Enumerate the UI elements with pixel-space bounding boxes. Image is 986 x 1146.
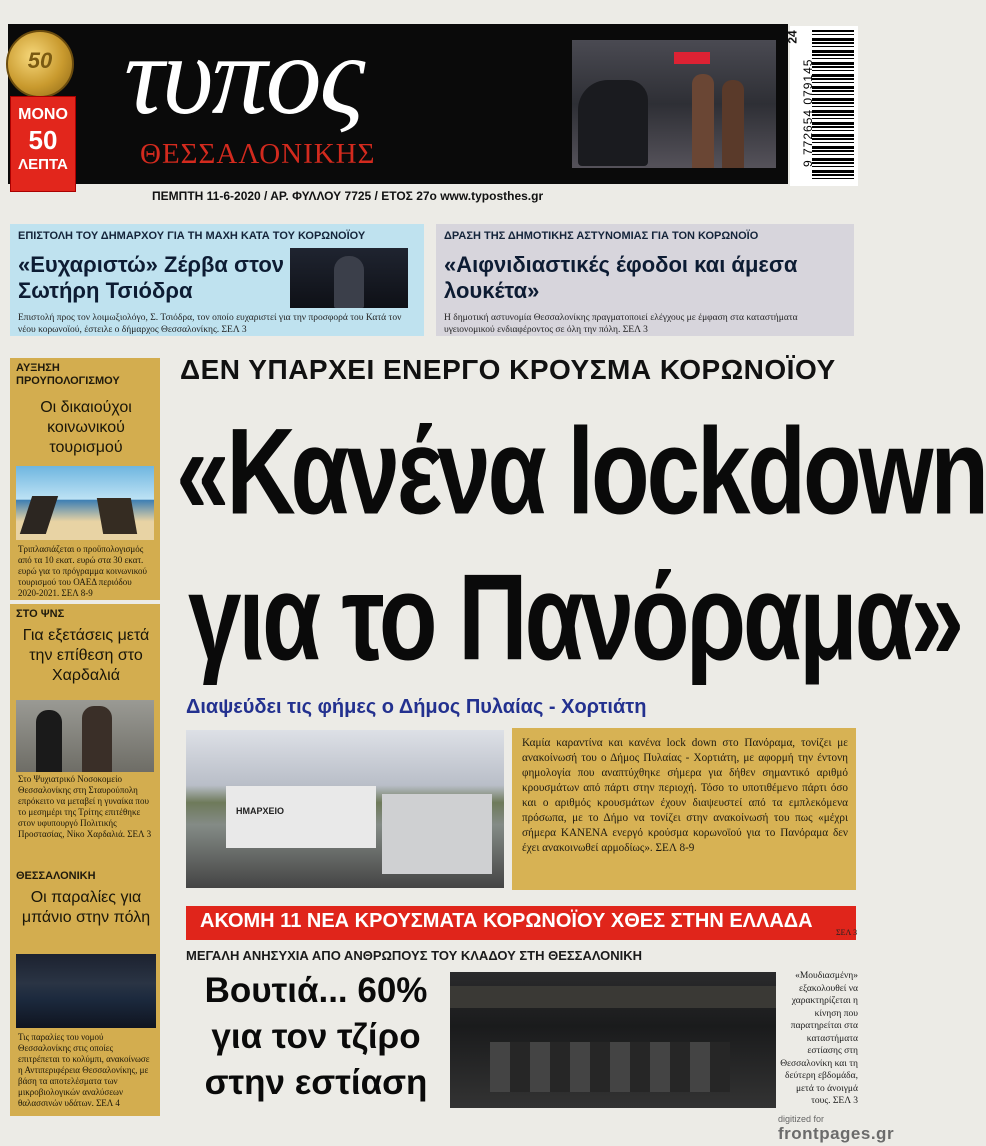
date-line: ΠΕΜΠΤΗ 11-6-2020 / ΑΡ. ΦΥΛΛΟΥ 7725 / ΕΤΟΣ 27ο www.typosthes.gr xyxy=(152,189,544,203)
barcode-bars-icon xyxy=(812,30,854,180)
price-badge xyxy=(10,96,76,192)
coin-icon xyxy=(6,30,74,98)
barcode xyxy=(785,26,858,186)
zervas-photo xyxy=(290,248,408,308)
main-kicker: ΔΕΝ ΥΠΑΡΧΕΙ ΕΝΕΡΓΟ ΚΡΟΥΣΜΑ ΚΟΡΩΝΟΪΟΥ xyxy=(180,354,836,385)
teaser-text: Η δημοτική αστυνομία Θεσσαλονίκης πραγματοποιεί ελέγχους με έμφαση στα καταστήματα υγειονομικού ενδιαφέροντος σε όλη την πόλη. ΣΕΛ 3 xyxy=(444,313,798,335)
barcode-number: 9 772654 079145 xyxy=(801,58,815,167)
price-line-3: ΛΕΠΤΑ xyxy=(18,156,68,173)
red-banner-ref: ΣΕΛ 3 xyxy=(836,928,858,937)
watermark-line-2[interactable]: frontpages.gr xyxy=(778,1124,895,1143)
restaurant-photo xyxy=(450,972,776,1108)
beach-photo xyxy=(16,466,154,540)
hospital-photo xyxy=(16,700,154,772)
bottom-text: «Μουδιασμένη» εξακολουθεί να χαρακτηρίζεται η κίνηση που παρατηρείται στα καταστήματα εστίασης στη Θεσσαλονίκη και τη δεύτερη εβδομάδα, μετά το άνοιγμά τους. ΣΕΛ 3 xyxy=(780,971,858,1106)
teaser-headline[interactable]: «Αιφνιδιαστικές έφοδοι και άμεσα λουκέτα» xyxy=(444,252,798,303)
bottom-headline[interactable]: Βουτιά... 60% για τον τζίρο στην εστίαση xyxy=(204,971,428,1102)
masthead-photo xyxy=(572,40,776,168)
side-kicker: ΘΕΣΣΑΛΟΝΙΚΗ xyxy=(16,870,96,882)
price-line-2: 50 xyxy=(28,125,58,155)
main-subhead: Διαψεύδει τις φήμες ο Δήμος Πυλαίας - Χορτιάτη xyxy=(186,696,647,718)
coin-value: 50 xyxy=(27,48,53,73)
bottom-kicker: ΜΕΓΑΛΗ ΑΝΗΣΥΧΙΑ ΑΠΟ ΑΝΘΡΩΠΟΥΣ ΤΟΥ ΚΛΑΔΟΥ ΣΤΗ ΘΕΣΣΑΛΟΝΙΚΗ xyxy=(186,948,643,963)
main-body-box xyxy=(512,728,856,890)
side-kicker: ΣΤΟ ΨΝΣ xyxy=(16,608,65,620)
side-headline[interactable]: Οι δικαιούχοι κοινωνικού τουρισμού xyxy=(40,399,132,456)
panorama-photo xyxy=(186,730,504,888)
teaser-headline[interactable]: «Ευχαριστώ» Ζέρβα στον Σωτήρη Τσιόδρα xyxy=(18,252,284,303)
side-kicker: ΑΥΞΗΣΗ ΠΡΟΥΠΟΛΟΓΙΣΜΟΥ xyxy=(16,362,120,387)
newspaper-logo[interactable]: τυπος xyxy=(124,14,364,138)
main-headline-line-2[interactable]: για το Πανόραμα» xyxy=(188,549,962,687)
watermark-line-1: digitized for xyxy=(778,1114,825,1124)
side-text: Στο Ψυχιατρικό Νοσοκομείο Θεσσαλονίκης στη Σταυρούπολη επρόκειτο να μεταβεί η γυναίκα που το μεσημέρι της Τρίτης επιτέθηκε στον υφυπουργό Πολιτικής Προστασίας, Νίκο Χαρδαλιά. ΣΕΛ 3 xyxy=(18,774,152,839)
teaser-text: Επιστολή προς τον λοιμωξιολόγο, Σ. Τσιόδρα, τον οποίο ευχαριστεί για την προσφορά του Κατά τον νέου κορωνοϊού, έστειλε ο δήμαρχος Θεσσαλονίκης. ΣΕΛ 3 xyxy=(18,313,402,335)
main-body-text: Καμία καραντίνα και κανένα lock down στο Πανόραμα, τονίζει με ανακοίνωσή του ο Δήμος Πυλαίας - Χορτιάτη, με αφορμή την έντονη φημολογία που αναπτύχθηκε σήμερα για δήθεν σημαντικό αριθμό κρουσμάτων από πάρτι στην περιοχή. Τόσο το υποτιθέμενο πάρτι όσο και ο αριθμός κρουσμάτων έχουν διαψευστεί από τα εμπλεκόμενα πρόσωπα, με το Δήμο να τονίζει στην ανακοίνωσή του πως «μέχρι σήμερα ΚΑΝΕΝΑ ενεργό κρούσμα κορωνοϊού για το Πανόραμα δεν έχει ανακοινωθεί αρμοδίως». ΣΕΛ 8-9 xyxy=(522,737,848,854)
side-headline[interactable]: Οι παραλίες για μπάνιο στην πόλη xyxy=(21,889,151,926)
newspaper-logo-subtitle: ΘΕΣΣΑΛΟΝΙΚΗΣ xyxy=(140,138,376,170)
issue-code: 24 xyxy=(785,30,800,44)
main-headline-line-1[interactable]: «Κανένα lockdown xyxy=(176,403,986,541)
red-banner-text: ΑΚΟΜΗ 11 ΝΕΑ ΚΡΟΥΣΜΑΤΑ ΚΟΡΩΝΟΪΟΥ ΧΘΕΣ ΣΤΗΝ ΕΛΛΑΔΑ xyxy=(200,910,813,932)
red-banner[interactable] xyxy=(186,906,856,940)
photo-sign: ΗΜΑΡΧΕΙΟ xyxy=(236,806,285,816)
side-text: Τις παραλίες του νομού Θεσσαλονίκης στις οποίες επιτρέπεται το κολύμπι, ανακοίνωσε η Αντιπεριφέρεια Θεσσαλονίκης, με βάση τα αποτελέσματα των μικροβιολογικών αναλύσεων θαλασσινών υδάτων. ΣΕΛ 4 xyxy=(18,1032,150,1108)
sea-photo xyxy=(16,954,156,1028)
teaser-police[interactable] xyxy=(436,224,854,336)
teaser-kicker: ΕΠΙΣΤΟΛΗ ΤΟΥ ΔΗΜΑΡΧΟΥ ΓΙΑ ΤΗ ΜΑΧΗ ΚΑΤΑ ΤΟΥ ΚΟΡΩΝΟΪΟΥ xyxy=(18,230,366,242)
side-headline[interactable]: Για εξετάσεις μετά την επίθεση στο Χαρδαλιά xyxy=(22,627,150,684)
teaser-kicker: ΔΡΑΣΗ ΤΗΣ ΔΗΜΟΤΙΚΗΣ ΑΣΤΥΝΟΜΙΑΣ ΓΙΑ ΤΟΝ ΚΟΡΩΝΟΪΟ xyxy=(444,230,759,242)
price-line-1: ΜΟΝΟ xyxy=(18,106,68,123)
side-text: Τριπλασιάζεται ο προϋπολογισμός από τα 10 εκατ. ευρώ στα 30 εκατ. ευρώ για το πρόγραμμα κοινωνικού τουρισμού του ΟΑΕΔ περιόδου 2020-2021. ΣΕΛ 8-9 xyxy=(18,544,148,598)
